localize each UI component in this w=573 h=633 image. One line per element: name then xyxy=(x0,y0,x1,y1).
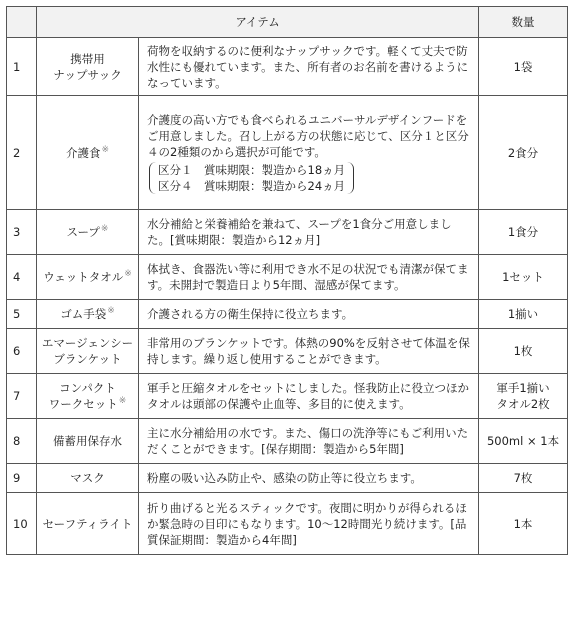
note-mark: ※ xyxy=(101,144,110,155)
item-description xyxy=(139,210,479,255)
item-description-text: 折り曲げると光るスティックです。夜間に明かりが得られるほか緊急時の目印にもなります。10～12時間光り続けます。[品質保証期間：製造から4年間] xyxy=(147,500,467,547)
item-quantity xyxy=(479,329,568,374)
item-name-text: マスク xyxy=(70,471,105,485)
row-number: 7 xyxy=(7,374,37,419)
item-name-text: エマージェンシー xyxy=(41,336,134,350)
row-number: 5 xyxy=(7,300,37,329)
note-mark: ※ xyxy=(124,269,132,280)
item-description-text: 荷物を収納するのに便利なナップサックです。軽くて丈夫で防水性にも優れています。また、所有者のお名前を書けるようになっています。 xyxy=(147,43,469,90)
item-name-text: 介護食 xyxy=(65,145,101,160)
item-name-text: セーフティライト xyxy=(42,516,133,531)
table-row xyxy=(7,374,568,419)
item-quantity xyxy=(479,255,568,300)
item-quantity xyxy=(479,210,568,255)
note-mark: ※ xyxy=(100,224,109,235)
row-number: 6 xyxy=(7,329,37,374)
table-row xyxy=(7,300,568,329)
item-description xyxy=(139,300,479,329)
item-quantity xyxy=(479,96,568,210)
item-table xyxy=(6,6,568,555)
item-name xyxy=(37,210,139,255)
item-description-text: 主に水分補給用の水です。また、傷口の洗浄等にもご利用いただくことができます。[保存期間：製造から5年間] xyxy=(147,426,469,456)
item-description xyxy=(139,255,479,300)
item-description-text: 軍手と圧縮タオルをセットにしました。怪我防止に役立つほかタオルは頭部の保護や止血等、多目的に使えます。 xyxy=(147,381,469,411)
item-quantity-line: 500ml × 1本 xyxy=(486,434,560,448)
table-row xyxy=(7,464,568,493)
header-row xyxy=(7,7,568,38)
item-quantity xyxy=(479,419,568,464)
note-mark: ※ xyxy=(118,396,127,407)
item-name-line xyxy=(41,470,134,486)
item-name-text: ゴム手袋 xyxy=(60,307,107,321)
item-quantity-line: 1食分 xyxy=(507,225,539,239)
item-name-text: 備蓄用保存水 xyxy=(53,434,122,448)
item-quantity xyxy=(479,300,568,329)
header-item: アイテム xyxy=(37,7,479,38)
item-quantity-line: 1本 xyxy=(513,516,533,531)
table-row xyxy=(7,38,568,96)
item-name xyxy=(37,419,139,464)
item-description-text: 体拭き、食器洗い等に利用でき水不足の状況でも清潔が保てます。未開封で製造日より5年間、湿感が保てます。 xyxy=(147,262,469,292)
item-quantity-line: 1枚 xyxy=(513,344,533,358)
table-row xyxy=(7,493,568,555)
item-name-text: ワークセット xyxy=(48,397,118,411)
item-name-line xyxy=(41,516,134,532)
item-quantity xyxy=(479,38,568,96)
note-mark: ※ xyxy=(107,306,115,317)
table-row xyxy=(7,255,568,300)
table-row xyxy=(7,210,568,255)
item-name-line xyxy=(41,224,134,240)
item-name xyxy=(37,374,139,419)
item-name-text: ウェットタオル xyxy=(43,270,124,284)
item-name xyxy=(37,493,139,555)
item-name-line xyxy=(41,51,134,67)
item-quantity-line: 軍手1揃い xyxy=(496,381,550,395)
shelf-life-box xyxy=(149,162,354,194)
item-description xyxy=(139,329,479,374)
item-name-text: ブランケット xyxy=(53,352,122,366)
row-number: 4 xyxy=(7,255,37,300)
item-name xyxy=(37,255,139,300)
item-name-text: スープ xyxy=(66,225,100,239)
row-number: 1 xyxy=(7,38,37,96)
item-description-text: 水分補給と栄養補給を兼ねて、スープを1食分ご用意しました。[賞味期限：製造から12ヵ月] xyxy=(147,217,452,247)
item-name-line xyxy=(41,396,134,412)
item-name-line xyxy=(41,67,134,83)
item-name-line xyxy=(41,335,134,351)
item-description xyxy=(139,374,479,419)
item-name-line xyxy=(41,145,134,161)
table-row xyxy=(7,96,568,210)
item-name xyxy=(37,329,139,374)
item-description xyxy=(139,419,479,464)
shelf-life-line: 区分４ 賞味期限：製造から24ヵ月 xyxy=(158,178,346,193)
row-number: 3 xyxy=(7,210,37,255)
item-name xyxy=(37,300,139,329)
item-quantity-line: 1セット xyxy=(502,270,544,284)
item-quantity xyxy=(479,464,568,493)
item-quantity-line: 1揃い xyxy=(507,307,539,321)
table-row xyxy=(7,419,568,464)
item-quantity-line: 7枚 xyxy=(513,471,533,485)
row-number: 10 xyxy=(7,493,37,555)
row-number: 8 xyxy=(7,419,37,464)
header-quantity: 数量 xyxy=(479,7,568,38)
item-name xyxy=(37,464,139,493)
item-description xyxy=(139,96,479,210)
item-name-text: 携帯用 xyxy=(70,51,105,66)
item-description-text: 非常用のブランケットです。体熱の90%を反射させて体温を保持します。繰り返し使用することができます。 xyxy=(147,336,470,366)
header-number xyxy=(7,7,37,38)
item-description xyxy=(139,38,479,96)
item-name-line xyxy=(41,269,134,285)
item-description-text: 介護度の高い方でも食べられるユニバーサルデザインフードをご用意しました。召し上がる方の状態に応じて、区分１と区分４の2種類のから選択が可能です。 xyxy=(147,112,469,159)
item-quantity-line: 2食分 xyxy=(507,145,539,160)
item-description xyxy=(139,493,479,555)
item-name xyxy=(37,96,139,210)
item-name-text: コンパクト xyxy=(59,381,116,395)
item-quantity-line: タオル2枚 xyxy=(496,397,550,411)
row-number: 9 xyxy=(7,464,37,493)
item-name-text: ナップサック xyxy=(53,67,122,82)
shelf-life-line: 区分１ 賞味期限：製造から18ヵ月 xyxy=(158,162,346,177)
table-row xyxy=(7,329,568,374)
item-name-line xyxy=(41,351,134,367)
item-description xyxy=(139,464,479,493)
row-number: 2 xyxy=(7,96,37,210)
item-quantity xyxy=(479,374,568,419)
item-name-line xyxy=(41,306,134,322)
item-description-text: 粉塵の吸い込み防止や、感染の防止等に役立ちます。 xyxy=(147,471,422,485)
item-name-line xyxy=(41,433,134,449)
item-name-line xyxy=(41,380,134,396)
item-name xyxy=(37,38,139,96)
item-quantity-line: 1袋 xyxy=(513,59,533,74)
item-description-text: 介護される方の衛生保持に役立ちます。 xyxy=(147,307,354,321)
item-quantity xyxy=(479,493,568,555)
